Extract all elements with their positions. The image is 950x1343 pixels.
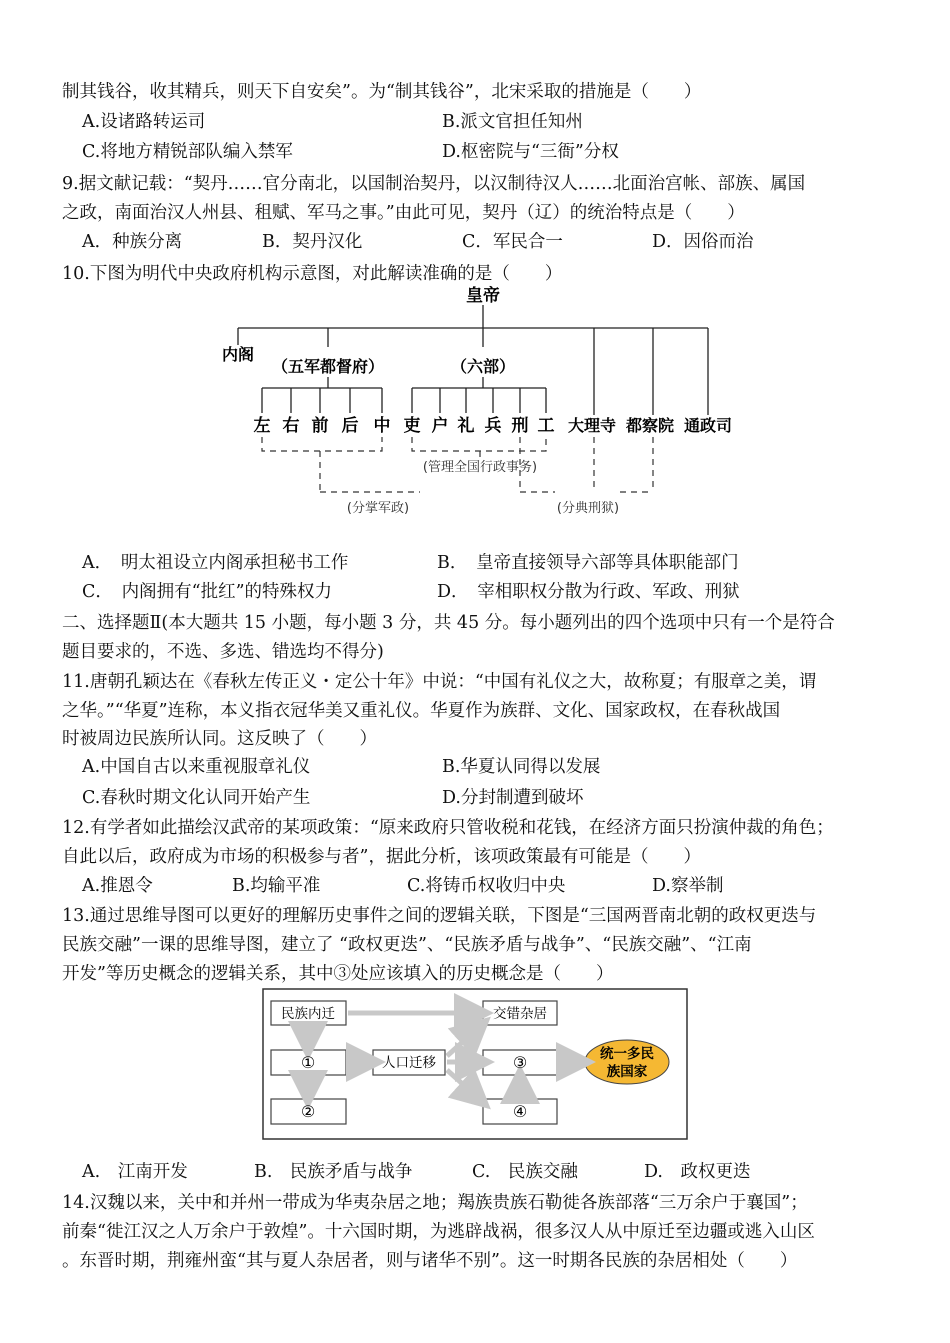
q13-stem-line1: 13.通过思维导图可以更好的理解历史事件之间的逻辑关联，下图是“三国两晋南北朝的政权更迭与 xyxy=(62,906,817,926)
emperor-node: 皇帝 xyxy=(466,286,500,306)
xingbu-justice: 刑 xyxy=(511,416,529,436)
q10-option-b[interactable]: B． 皇帝直接领导六部等具体职能部门 xyxy=(437,553,739,573)
q12-stem-line1: 12.有学者如此描绘汉武帝的某项政策：“原来政府只管收税和花钱，在经济方面只扮演仲裁的角色； xyxy=(62,818,834,838)
wujun-front: 前 xyxy=(311,416,329,436)
libu-personnel: 吏 xyxy=(403,416,421,436)
q12-option-b[interactable]: B.均输平准 xyxy=(232,876,321,896)
q11-option-b[interactable]: B.华夏认同得以发展 xyxy=(442,757,601,777)
q13-option-b[interactable]: B. 民族矛盾与战争 xyxy=(254,1162,413,1182)
q10-option-a[interactable]: A． 明太祖设立内阁承担秘书工作 xyxy=(82,553,349,573)
box-2: ② xyxy=(300,1102,316,1121)
ming-government-diagram xyxy=(0,285,950,525)
duchayuan-node: 都察院 xyxy=(625,416,675,435)
note-military: (分掌军政) xyxy=(346,501,410,516)
tongzhengsi-node: 通政司 xyxy=(683,416,733,435)
note-justice: (分典刑狱) xyxy=(556,501,620,516)
q12-option-d[interactable]: D.察举制 xyxy=(652,876,724,896)
q10-stem: 10.下图为明代中央政府机构示意图，对此解读准确的是（ ） xyxy=(62,264,563,284)
q14-stem-line1: 14.汉魏以来，关中和并州一带成为华夷杂居之地；羯族贵族石勒徙各族部落“三万余户于襄国”； xyxy=(62,1193,808,1213)
neige-node: 内阁 xyxy=(222,345,255,364)
q11-stem-line2: 之华。”“华夏”连称，本义指衣冠华美又重礼仪。华夏作为族群、文化、国家政权，在春秋战国 xyxy=(62,701,781,721)
libu-rites: 礼 xyxy=(457,416,475,436)
q13-stem-line3: 开发”等历史概念的逻辑关系，其中③处应该填入的历史概念是（ ） xyxy=(62,964,614,984)
q13-stem-line2: 民族交融”一课的思维导图，建立了 “政权更迭”、“民族矛盾与战争”、“民族交融”、“江南 xyxy=(62,935,752,955)
box-4: ④ xyxy=(512,1102,528,1121)
oval-unified-nation-line2: 族国家 xyxy=(606,1064,648,1080)
oval-unified-nation-line1: 统一多民 xyxy=(600,1046,654,1062)
q8-option-d[interactable]: D.枢密院与“三衙”分权 xyxy=(442,142,619,162)
q10-option-c[interactable]: C． 内阁拥有“批红”的特殊权力 xyxy=(82,582,333,602)
wujun-rear: 后 xyxy=(341,416,359,436)
q9-option-c[interactable]: C．军民合一 xyxy=(462,232,563,252)
q13-option-c[interactable]: C. 民族交融 xyxy=(472,1162,578,1182)
gongbu-works: 工 xyxy=(537,416,555,436)
box-population-migration: 人口迁移 xyxy=(382,1055,436,1071)
q11-stem-line1: 11.唐朝孔颖达在《春秋左传正义・定公十年》中说：“中国有礼仪之大，故称夏；有服章之美，谓 xyxy=(62,672,817,692)
section2-header-line1: 二、选择题Ⅱ(本大题共 15 小题，每小题 3 分，共 45 分。每小题列出的四个选项中只有一个是符合 xyxy=(62,613,835,633)
q12-option-c[interactable]: C.将铸币权收归中央 xyxy=(407,876,566,896)
q8-stem: 制其钱谷，收其精兵，则天下自安矣”。为“制其钱谷”，北宋采取的措施是（ ） xyxy=(62,82,702,102)
q8-option-b[interactable]: B.派文官担任知州 xyxy=(442,112,583,132)
q9-option-a[interactable]: A．种族分离 xyxy=(82,232,183,252)
box-ethnic-migration: 民族内迁 xyxy=(281,1006,335,1022)
q9-option-b[interactable]: B．契丹汉化 xyxy=(262,232,363,252)
q11-option-a[interactable]: A.中国自古以来重视服章礼仪 xyxy=(82,757,311,777)
q9-option-d[interactable]: D．因俗而治 xyxy=(652,232,754,252)
q8-option-c[interactable]: C.将地方精锐部队编入禁军 xyxy=(82,142,293,162)
q14-stem-line2: 前秦“徙江汉之人万余户于敦煌”。十六国时期，为逃辟战祸，很多汉人从中原迁至边疆或逃入山区 xyxy=(62,1222,815,1242)
box-1: ① xyxy=(300,1053,316,1072)
wujun-node: （五军都督府） xyxy=(271,357,385,376)
bingbu-war: 兵 xyxy=(484,416,502,436)
q14-stem-line3: 。东晋时期，荆雍州蛮“其与夏人杂居者，则与诸华不别”。这一时期各民族的杂居相处（ ） xyxy=(62,1251,798,1271)
box-mixed-residence: 交错杂居 xyxy=(493,1006,547,1022)
wujun-left: 左 xyxy=(253,416,271,436)
wujun-center: 中 xyxy=(373,416,391,436)
q9-stem-line1: 9.据文献记载：“契丹……官分南北，以国制治契丹，以汉制待汉人……北面治宫帐、部族、属国 xyxy=(62,174,806,194)
dalisi-node: 大理寺 xyxy=(567,416,617,435)
mindmap-diagram xyxy=(262,988,688,1141)
liubu-node: （六部） xyxy=(450,357,516,376)
q11-option-d[interactable]: D.分封制遭到破坏 xyxy=(442,788,584,808)
q13-option-d[interactable]: D. 政权更迭 xyxy=(644,1162,751,1182)
q12-stem-line2: 自此以后，政府成为市场的积极参与者”，据此分析，该项政策最有可能是（ ） xyxy=(62,847,701,867)
q11-option-c[interactable]: C.春秋时期文化认同开始产生 xyxy=(82,788,311,808)
wujun-right: 右 xyxy=(282,416,300,436)
q8-option-a[interactable]: A.设诸路转运司 xyxy=(82,112,206,132)
note-admin: (管理全国行政事务) xyxy=(422,460,538,475)
q13-option-a[interactable]: A. 江南开发 xyxy=(82,1162,188,1182)
section2-header-line2: 题目要求的，不选、多选、错选均不得分) xyxy=(62,642,384,662)
q11-stem-line3: 时被周边民族所认同。这反映了（ ） xyxy=(62,729,377,749)
q10-option-d[interactable]: D． 宰相职权分散为行政、军政、刑狱 xyxy=(437,582,740,602)
q9-stem-line2: 之政，南面治汉人州县、租赋、军马之事。”由此可见，契丹（辽）的统治特点是（ ） xyxy=(62,203,745,223)
q12-option-a[interactable]: A.推恩令 xyxy=(82,876,153,896)
box-3: ③ xyxy=(512,1053,528,1072)
hubu-revenue: 户 xyxy=(431,416,449,436)
